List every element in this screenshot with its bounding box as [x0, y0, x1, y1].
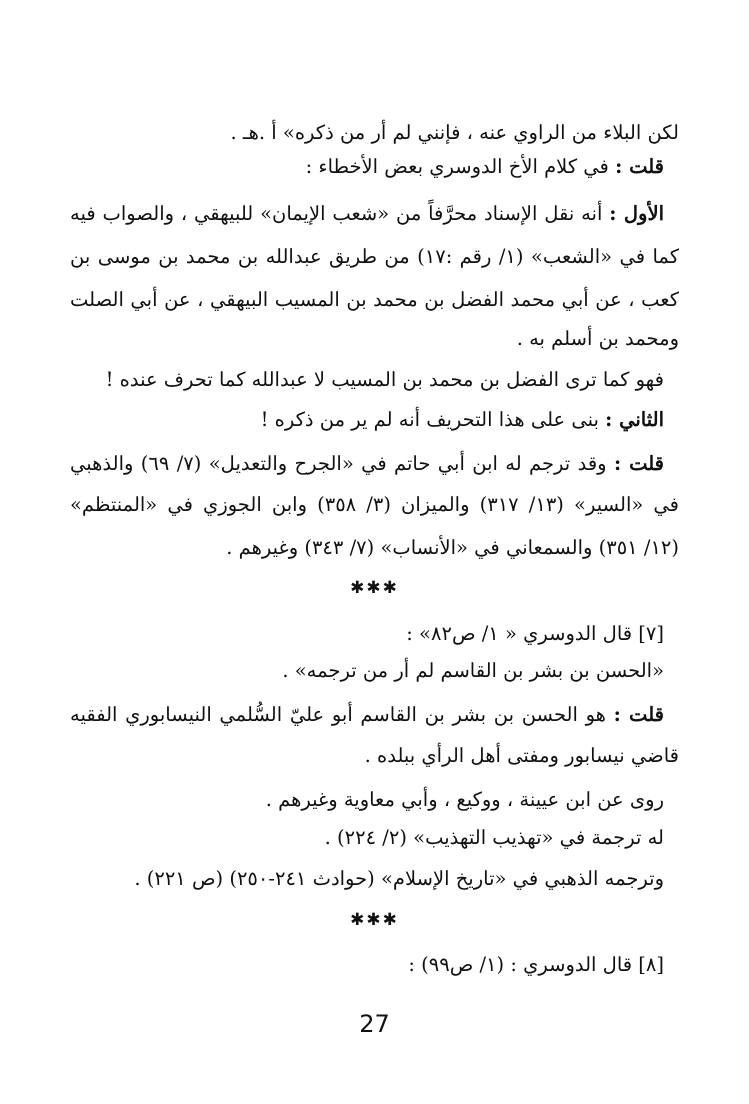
section-separator: ✱✱✱ [350, 910, 399, 930]
line-text: ومحمد بن أسلم به . [516, 327, 679, 350]
text-line-15 [365, 741, 679, 771]
label-thani: الثاني : [605, 408, 664, 431]
section-separator: ✱✱✱ [350, 578, 399, 598]
line-text: لكن البلاء من الراوي عنه ، فإنني لم أر من ذكره» أ .هـ . [230, 121, 679, 144]
text-line-5 [70, 285, 679, 315]
label-qult: قلت : [615, 155, 664, 178]
text-line-11 [226, 533, 679, 563]
text-line-12 [406, 619, 664, 649]
line-text: [٧] قال الدوسري « ١/ ص٨٢» : [406, 622, 664, 645]
line-text: في كلام الأخ الدوسري بعض الأخطاء : [305, 155, 609, 178]
text-line-10 [70, 490, 679, 520]
line-text: هو الحسن بن بشر بن القاسم أبو عليّ السُّلمي النيسابوري الفقيه [70, 703, 606, 726]
text-line-13 [282, 656, 664, 686]
line-text: [٨] قال الدوسري : (١/ ص٩٩) : [408, 953, 664, 976]
page-number: 27 [359, 1010, 390, 1038]
text-line-7 [106, 365, 664, 395]
line-text: «الحسن بن بشر بن القاسم لم أر من ترجمه» . [282, 659, 664, 682]
text-line-3 [70, 199, 664, 229]
line-text: كما في «الشعب» (١/ رقم :١٧) من طريق عبدالله بن محمد بن موسى بن [70, 245, 679, 268]
line-text: له ترجمة في «تهذيب التهذيب» (٢/ ٢٢٤) . [324, 826, 664, 849]
text-line-8 [261, 405, 664, 435]
line-text: وترجمه الذهبي في «تاريخ الإسلام» (حوادث ٢٤١-٢٥٠) (ص ٢٢١) . [134, 867, 664, 890]
line-text: أنه نقل الإسناد محرَّفاً من «شعب الإيمان» للبيهقي ، والصواب فيه [70, 202, 603, 225]
text-line-9 [70, 449, 664, 479]
line-text: قاضي نيسابور ومفتى أهل الرأي ببلده . [364, 744, 679, 767]
text-line-18 [134, 864, 664, 894]
text-line-19 [408, 950, 664, 980]
line-text: بنى على هذا التحريف أنه لم ير من ذكره ! [260, 408, 599, 431]
label-qult: قلت : [613, 703, 664, 726]
line-text: روى عن ابن عيينة ، ووكيع ، وأبي معاوية وغيرهم . [265, 788, 664, 811]
line-text: (١٢/ ٣٥١) والسمعاني في «الأنساب» (٧/ ٣٤٣) وغيرهم . [226, 536, 679, 559]
text-line-2 [306, 152, 664, 182]
line-text: في «السير» (١٣/ ٣١٧) والميزان (٣/ ٣٥٨) وابن الجوزي في «المنتظم» [70, 493, 679, 516]
label-awwal: الأول : [609, 202, 664, 225]
text-line-1 [230, 118, 679, 148]
text-line-17 [325, 823, 664, 853]
line-text: وقد ترجم له ابن أبي حاتم في «الجرح والتعديل» (٧/ ٦٩) والذهبي [70, 452, 607, 475]
line-text: كعب ، عن أبي محمد الفضل بن محمد بن المسيب البيهقي ، عن أبي الصلت [70, 288, 679, 311]
text-line-4 [70, 242, 679, 272]
text-line-6 [517, 324, 679, 354]
text-line-14 [70, 700, 664, 730]
label-qult: قلت : [613, 452, 665, 475]
text-line-16 [266, 785, 664, 815]
line-text: فهو كما ترى الفضل بن محمد بن المسيب لا عبدالله كما تحرف عنده ! [105, 368, 664, 391]
